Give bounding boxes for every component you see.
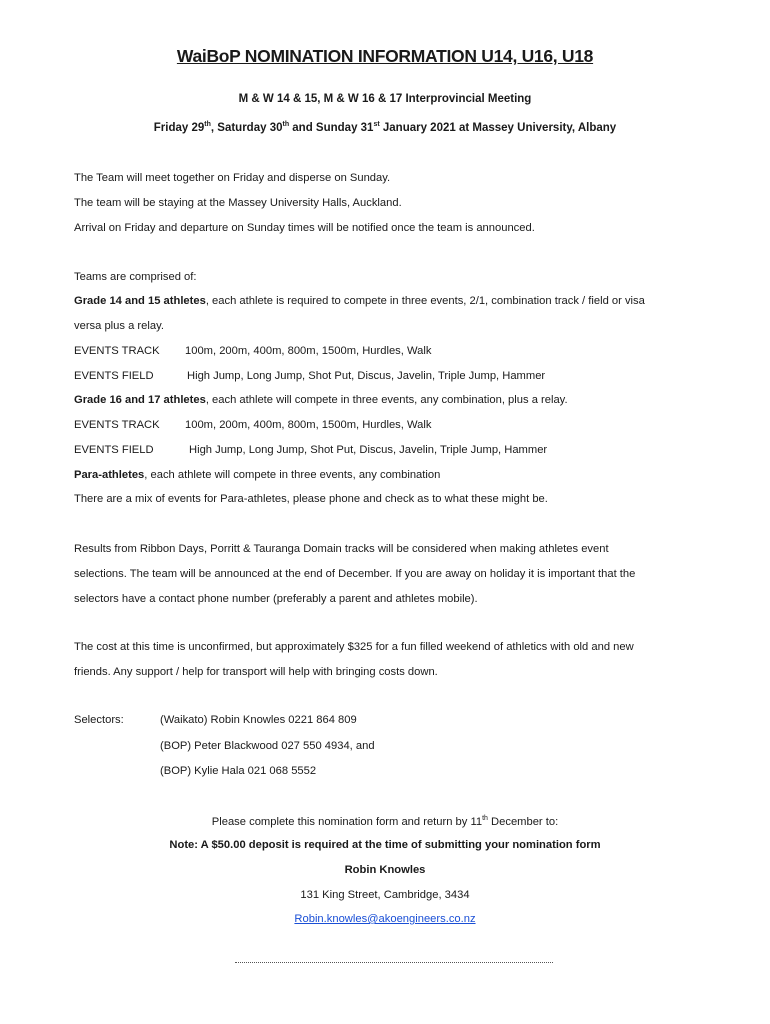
contact-name: Robin Knowles (344, 864, 426, 876)
grade-16-paragraph: Grade 16 and 17 athletes, each athlete will compete in three events, any combination, plus a relay. (74, 394, 568, 406)
contact-email-wrap (0, 913, 770, 925)
contact-email-link[interactable]: Robin.knowles@akoengineers.co.nz (294, 913, 476, 925)
return-instructions: Please complete this nomination form and return by 11th December to: (211, 815, 559, 828)
results-line-1: Results from Ribbon Days, Porritt & Tauranga Domain tracks will be considered when making athletes event (74, 543, 609, 555)
events-track-row-2: EVENTS TRACK 100m, 200m, 400m, 800m, 1500m, Hurdles, Walk (74, 419, 432, 431)
selector-1: (Waikato) Robin Knowles 0221 864 809 (160, 714, 357, 726)
deposit-note: Note: A $50.00 deposit is required at the time of submitting your nomination form (169, 839, 601, 851)
selector-2: (BOP) Peter Blackwood 027 550 4934, and (160, 740, 375, 752)
results-line-3: selectors have a contact phone number (preferably a parent and athletes mobile). (74, 593, 478, 605)
dotted-divider (235, 962, 553, 963)
para-athletes-note: There are a mix of events for Para-athletes, please phone and check as to what these might be. (74, 493, 548, 505)
events-field-row-2: EVENTS FIELD High Jump, Long Jump, Shot Put, Discus, Javelin, Triple Jump, Hammer (74, 444, 548, 456)
document-title: WaiBoP NOMINATION INFORMATION U14, U16, U18 (176, 46, 594, 66)
meeting-subtitle: M & W 14 & 15, M & W 16 & 17 Interprovincial Meeting (238, 93, 532, 105)
meeting-dates: Friday 29th, Saturday 30th and Sunday 31st January 2021 at Massey University, Albany (153, 121, 617, 134)
para-athletes-paragraph: Para-athletes, each athlete will compete in three events, any combination (74, 469, 441, 481)
selectors-label: Selectors: (74, 714, 124, 726)
contact-address: 131 King Street, Cambridge, 3434 (300, 889, 470, 901)
cost-line-1: The cost at this time is unconfirmed, but approximately $325 for a fun filled weekend of athletics with old and new (74, 641, 634, 653)
grade-14-paragraph: Grade 14 and 15 athletes, each athlete is required to compete in three events, 2/1, combination track / field or visa (74, 295, 645, 307)
teams-heading: Teams are comprised of: (74, 271, 197, 283)
cost-line-2: friends. Any support / help for transport will help with bringing costs down. (74, 666, 438, 678)
intro-line-1: The Team will meet together on Friday and disperse on Sunday. (74, 172, 391, 184)
grade-14-paragraph-cont: versa plus a relay. (74, 320, 164, 332)
events-track-row: EVENTS TRACK 100m, 200m, 400m, 800m, 1500m, Hurdles, Walk (74, 345, 432, 357)
intro-line-2: The team will be staying at the Massey University Halls, Auckland. (74, 197, 402, 209)
intro-line-3: Arrival on Friday and departure on Sunday times will be notified once the team is announced. (74, 222, 535, 234)
events-field-row: EVENTS FIELD High Jump, Long Jump, Shot Put, Discus, Javelin, Triple Jump, Hammer (74, 370, 546, 382)
results-line-2: selections. The team will be announced at the end of December. If you are away on holiday it is important that the (74, 568, 636, 580)
selector-3: (BOP) Kylie Hala 021 068 5552 (160, 765, 317, 777)
